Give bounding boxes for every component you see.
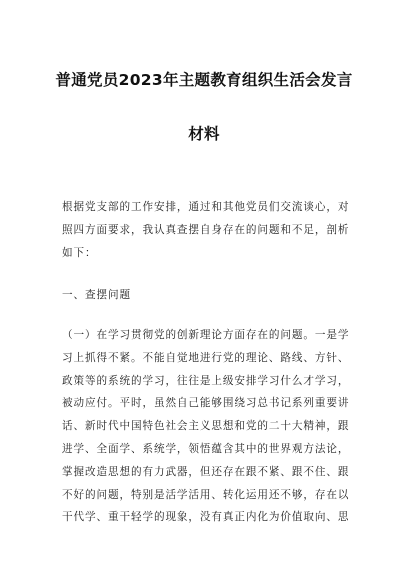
body-line: 不好的问题，特别是活学活用、转化运用还不够，存在以: [62, 488, 350, 501]
body-line: 习上抓得不紧。不能自觉地进行党的理论、路线、方针、: [62, 351, 350, 364]
body-paragraph: [62, 324, 352, 529]
section-heading: [62, 284, 352, 307]
body-line: 被动应付。平时，虽然自己能够围绕习总书记系列重要讲: [62, 397, 350, 410]
intro-paragraph: [62, 196, 352, 264]
intro-line: 照四方面要求，我认真查摆自身存在的问题和不足，剖析: [62, 223, 350, 236]
document-title-line-1: 普通党员2023年主题教育组织生活会发言: [55, 71, 353, 89]
section-heading-text: 一、查摆问题: [62, 289, 131, 301]
body-line: 政策等的系统的学习，往往是上级安排学习什么才学习，: [62, 374, 350, 387]
document-title-line-2: 材料: [188, 125, 220, 143]
body-line: 干代学、重干轻学的现象，没有真正内化为价值取向、思: [62, 511, 350, 524]
body-line: 掌握改造思想的有力武器，但还存在跟不紧、跟不住、跟: [62, 465, 350, 478]
body-line: （一）在学习贯彻党的创新理论方面存在的问题。一是学: [62, 329, 350, 341]
body-line: 话、新时代中国特色社会主义思想和党的二十大精神，跟: [62, 420, 350, 433]
body-line: 进学、全面学、系统学，领悟蕴含其中的世界观方法论，: [62, 442, 350, 455]
intro-line: 如下：: [62, 246, 97, 259]
intro-line: 根据党支部的工作安排，通过和其他党员们交流谈心，对: [62, 201, 350, 213]
